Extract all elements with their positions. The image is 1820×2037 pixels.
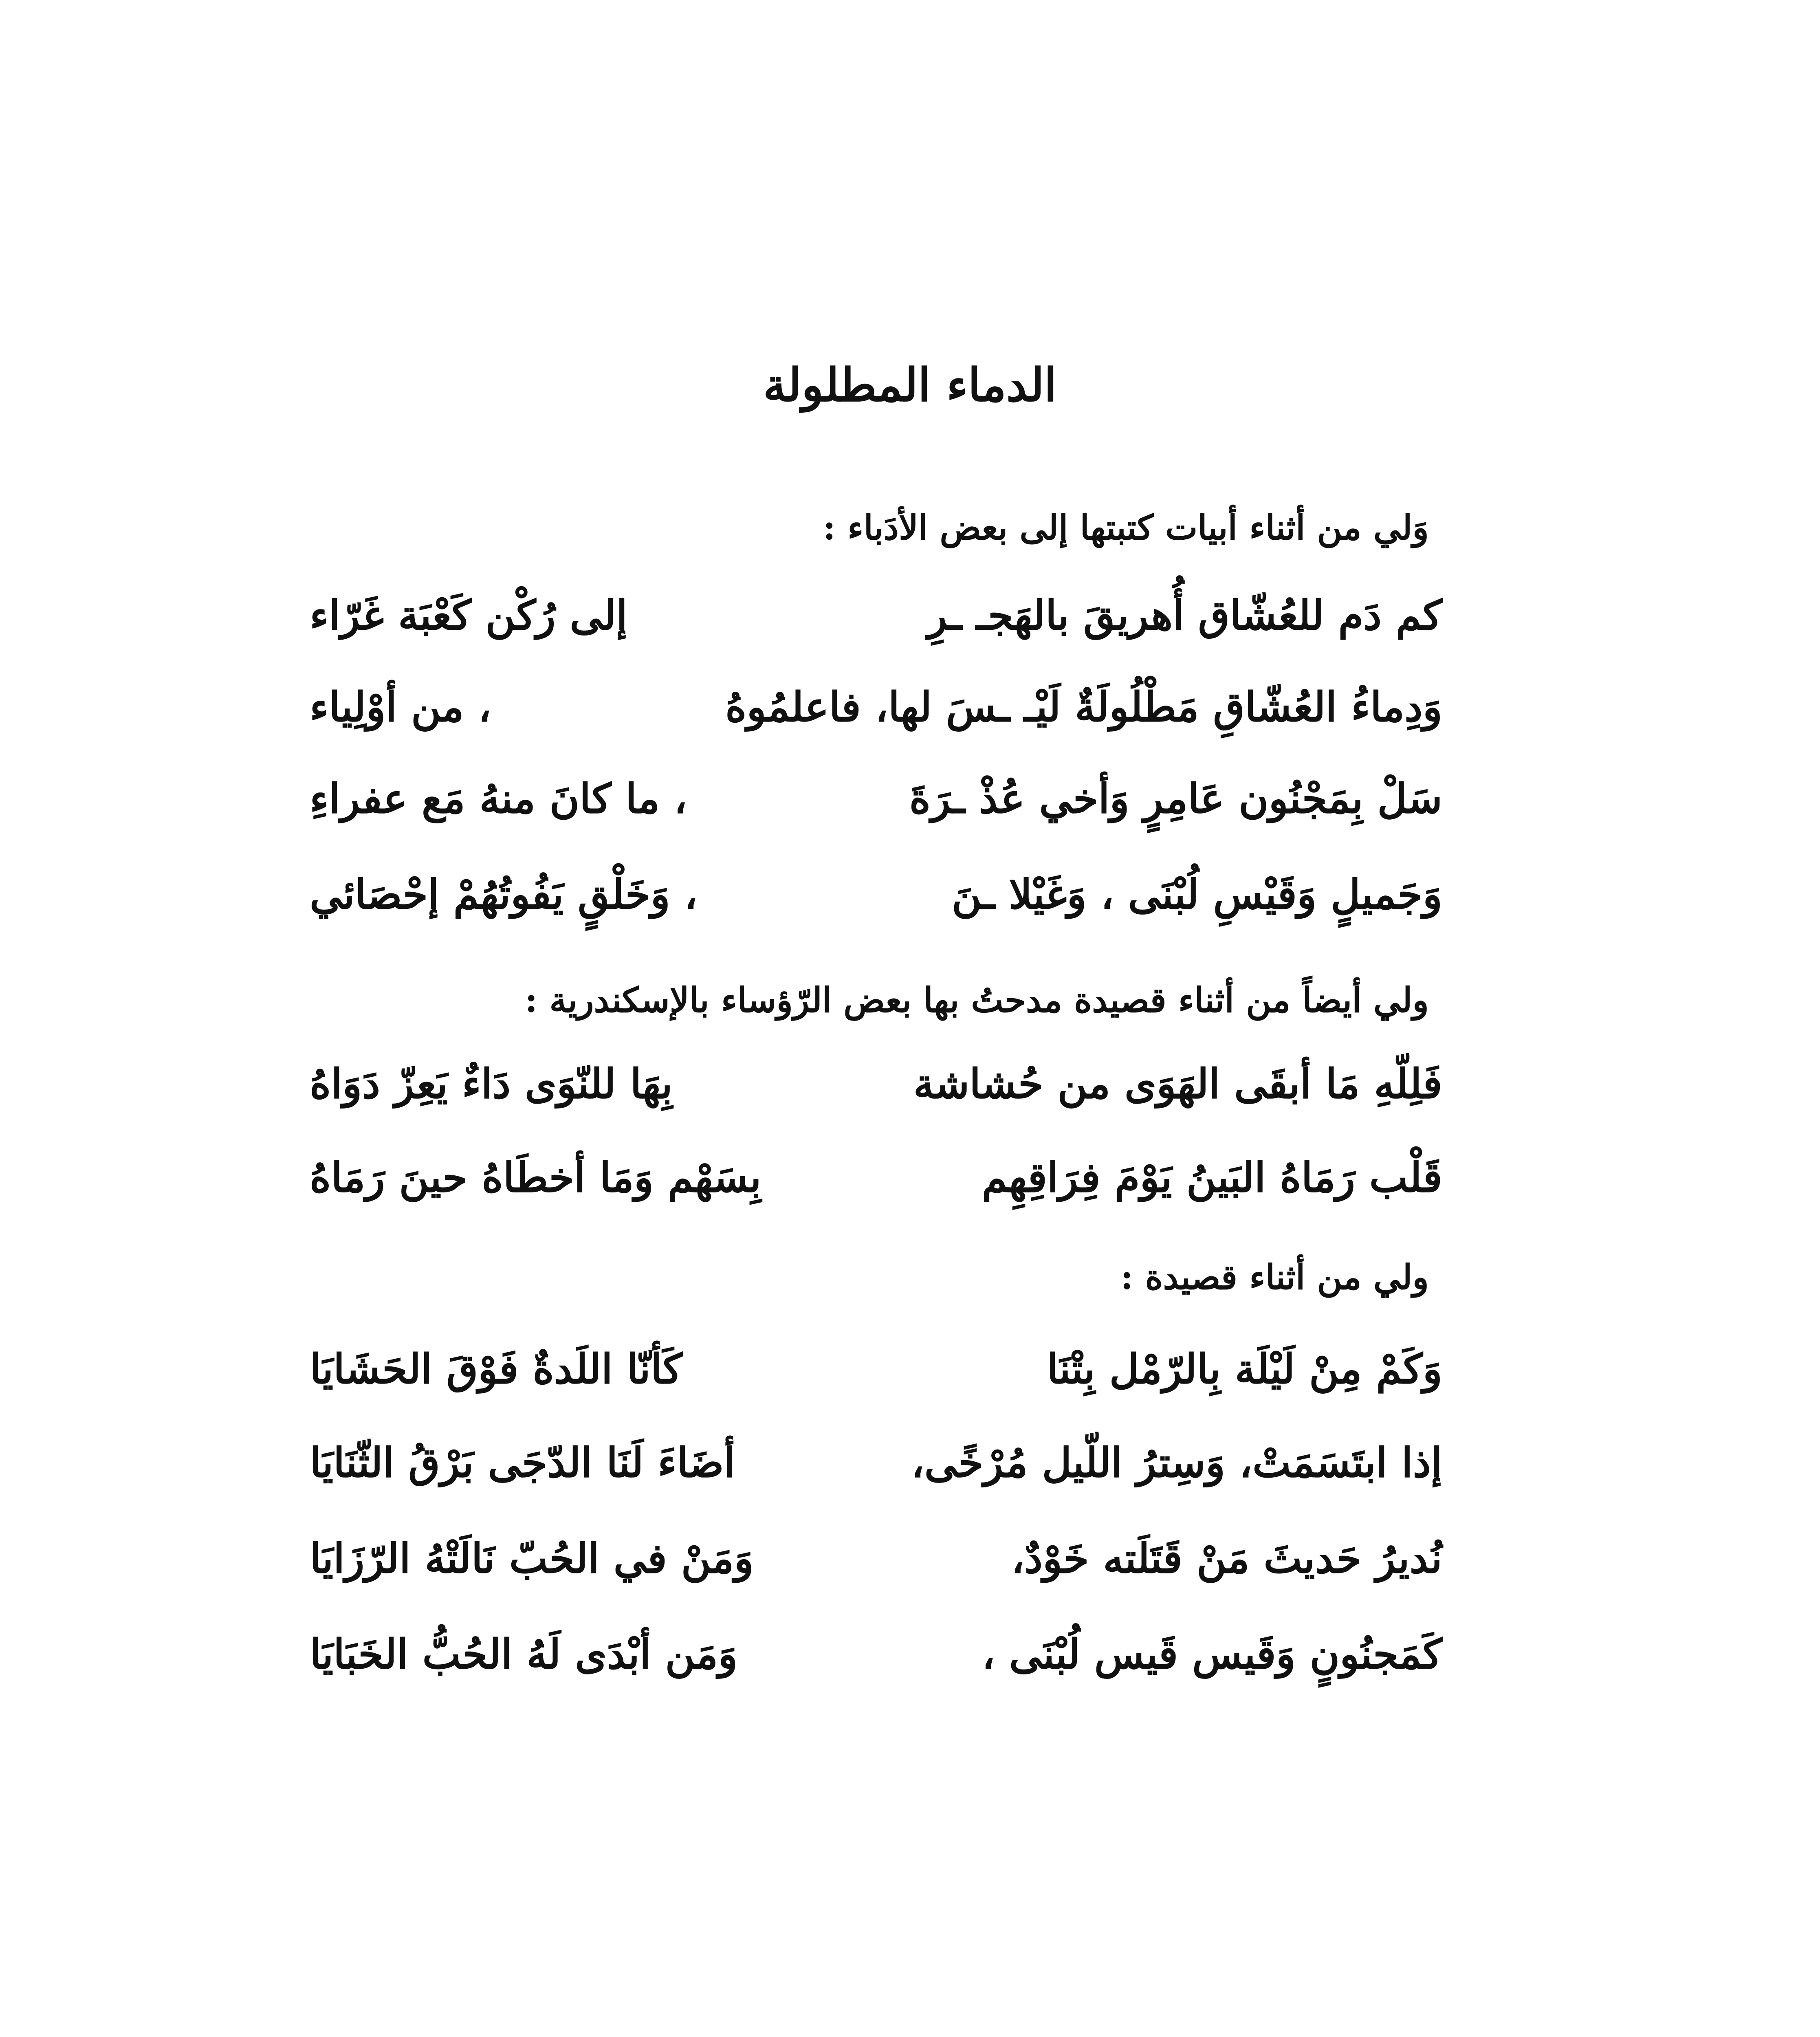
section-intro: ولي من أثناء قصيدة : [1120, 1257, 1429, 1297]
verse-second-hemistich: وَمَنْ في الحُبّ نَالَتْهُ الرّزَايَا [310, 1534, 754, 1582]
verse-second-hemistich: كَأنّا اللَدةٌ فَوْقَ الحَشَايَا [310, 1345, 682, 1393]
verse-line [310, 1626, 1442, 1683]
verse-line [310, 1055, 1442, 1112]
verse-second-hemistich: بِهَا للنّوَى دَاءٌ يَعِزّ دَوَاهُ [310, 1060, 673, 1108]
verse-second-hemistich: أضَاءَ لَنَا الدّجَى بَرْقُ الثّنَايَا [310, 1439, 735, 1487]
verse-second-hemistich: إلى رُكْن كَعْبَة غَرّاء [310, 591, 627, 639]
verse-first-hemistich: كم دَم للعُشّاق أُهريقَ بالهَجـ ـرِ [927, 591, 1442, 639]
verse-second-hemistich: ، من أوْلِياء [310, 683, 491, 731]
verse-line [310, 587, 1442, 644]
verse-second-hemistich: ، وَخَلْقٍ يَفُوتُهُمْ إحْصَائي [310, 870, 698, 918]
verse-first-hemistich: وَكَمْ مِنْ لَيْلَة بِالرّمْل بِتْنَا [1047, 1345, 1442, 1393]
verse-line [310, 866, 1442, 923]
verse-first-hemistich: قَلْب رَمَاهُ البَينُ يَوْمَ فِرَاقِهِم [982, 1153, 1442, 1201]
verse-first-hemistich: فَلِلّهِ مَا أبقَى الهَوَى من حُشاشة [913, 1060, 1442, 1108]
verse-first-hemistich: سَلْ بِمَجْنُون عَامِرٍ وَأخي عُذْ ـرَةَ [909, 774, 1442, 823]
verse-first-hemistich: نُديرُ حَديثَ مَنْ قَتَلَته خَوْدٌ، [1011, 1534, 1442, 1582]
page-title: الدماء المطلولة [763, 359, 1057, 412]
verse-line [310, 1434, 1442, 1491]
verse-first-hemistich: كَمَجنُونٍ وَقَيس قَيس لُبْنَى ، [982, 1630, 1442, 1678]
verse-line [310, 770, 1442, 827]
verse-line [310, 678, 1442, 735]
verse-line [310, 1149, 1442, 1206]
verse-first-hemistich: إذا ابتَسَمَتْ، وَسِترُ اللّيل مُرْخًى، [911, 1439, 1442, 1487]
verse-second-hemistich: ، ما كانَ منهُ مَع عفراءِ [310, 774, 687, 823]
verse-second-hemistich: وَمَن أبْدَى لَهُ الحُبُّ الخَبَايَا [310, 1630, 738, 1678]
verse-second-hemistich: بِسَهْم وَمَا أخطَاهُ حينَ رَمَاهُ [310, 1153, 761, 1201]
section-intro: وَلي من أثناء أبيات كتبتها إلى بعض الأدَباء : [823, 507, 1429, 548]
verse-first-hemistich: وَدِماءُ العُشّاقِ مَطْلُولَةٌ لَيْـ ـسَ لها، فاعلمُوهُ [725, 683, 1442, 731]
verse-first-hemistich: وَجَميلٍ وَقَيْسِ لُبْنَى ، وَغَيْلا ـنَ [952, 870, 1442, 918]
section-intro: ولي أيضاً من أثناء قصيدة مدحتُ بها بعض الرّؤساء بالإسكندرية : [525, 980, 1429, 1020]
verse-line [310, 1340, 1442, 1397]
verse-line [310, 1530, 1442, 1587]
